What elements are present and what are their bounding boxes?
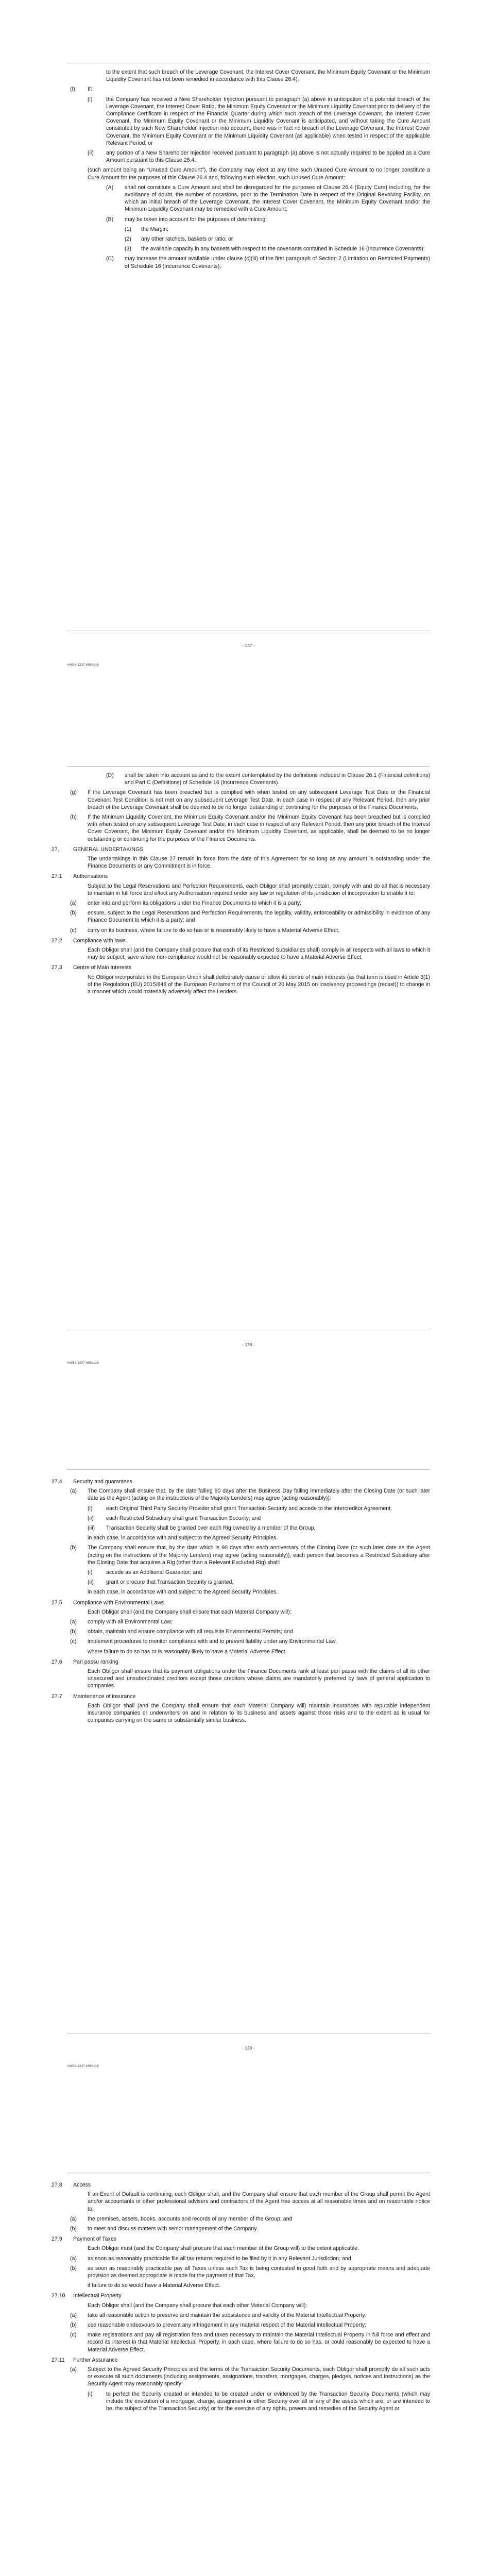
- document-reference: #4854-1237-6969v16: [67, 1361, 99, 1365]
- clause-27-1-c: (c) carry on its business, where failure to do so has or is reasonably likely to have a Material Adverse Effect.: [70, 927, 340, 934]
- clause-27-4-a-ii: (ii) each Restricted Subsidiary shall grant Transaction Security; and: [88, 1515, 261, 1521]
- clause-g: (g) If the Leverage Covenant has been breached but is complied with when tested on any subsequent Leverage Test Date or the Financial Covenant Test Condition is not met on any subsequent Leverage Test Date, in each case in respect of any Relevant Period, then any prior breach of the Leverage Covenant shall be deemed to be no longer outstanding or continuing for the purposes of the Finance Documents.: [70, 789, 430, 810]
- paragraph-27-10: Each Obligor shall (and the Company shall procure that each other Material Company will):: [88, 2302, 307, 2309]
- clause-27-5-a: (a) comply with all Environmental Law;: [70, 1619, 173, 1625]
- page-140: [0, 2110, 497, 2576]
- clause-27-4-a-iii: (iii) Transaction Security shall be granted over each Rig owned by a member of the Group,: [88, 1525, 316, 1532]
- clause-27-5-c: (c) implement procedures to monitor compliance with and to prevent liability under any Environmental Law,: [70, 1638, 337, 1645]
- document-reference: #4854-1237-6969v16: [67, 663, 99, 667]
- page-137-content: [70, 69, 430, 273]
- page-139: [0, 1406, 497, 2110]
- heading-27-8: 27.8 Access: [52, 2182, 91, 2188]
- clause-27-4-b-i: (i) accede as an Additional Guarantor; and: [88, 1569, 202, 1576]
- heading-27-3: 27.3 Centre of Main Interests: [52, 964, 132, 971]
- heading-27-2: 27.2 Compliance with laws: [52, 937, 126, 944]
- clause-B-2: (2) any other ratchets, baskets or ratio; or: [125, 236, 233, 243]
- clause-f-ii: (ii) any portion of a New Shareholder Injection received pursuant to paragraph (a) above is not actually required to be applied as a Cure Amount pursuant to this Clause 26.4,: [88, 150, 430, 164]
- clause-A: (A) shall not constitute a Cure Amount and shall be disregarded for the purposes of Clause 26.4 (Equity Cure) including, for the avoidance of doubt, the number of occasions, prior to the Termination Date in respect of the Original Revolving Facility, on which an initial breach of the Leverage Covenant, the Interest Cover Covenant, the Minimum Equity Covenant and/or the Minimum Liquidity Covenant may be remedied with a Cure Amount;: [106, 184, 430, 213]
- paragraph-27-1: Subject to the Legal Reservations and Perfection Requirements, each Obligor shall promptly obtain, comply with and do all that is necessary to maintain in full force and effect any Authorisation required under any law or regulation of its jurisdiction of incorporation to enable it to:: [88, 883, 430, 896]
- heading-27-7: 27.7 Maintenance of insurance: [52, 1693, 136, 1700]
- heading-27-9: 27.9 Payment of Taxes: [52, 2236, 117, 2243]
- clause-D: (D) shall be taken into account as and to the extent contemplated by the definitions included in Clause 26.1 (Financial definitions) and Part C (Definitions) of Schedule 16 (Incurrence Covenants).: [106, 772, 430, 786]
- clause-27-11-a-i: (i) to perfect the Security created or intended to be created under or evidenced by the Transaction Security Documents (which may include the execution of a mortgage, charge, assignment or other Security over all or any of the assets which are, or are intended to be, the subject of the Transaction Security) or for the exercise of any rights, powers and remedies of the Security Agent or: [88, 2391, 430, 2412]
- clause-f: (f) If:: [70, 86, 92, 93]
- header-rule: [67, 1469, 430, 1470]
- heading-27-5: 27.5 Compliance with Environmental Laws: [52, 1599, 164, 1606]
- page-140-content: [52, 2178, 430, 2415]
- clause-27-10-a: (a) take all reasonable action to preserve and maintain the subsistence and validity of the Material Intellectual Property;: [70, 2312, 367, 2318]
- paragraph-27: The undertakings in this Clause 27 remain in force from the date of this Agreement for so long as any amount is outstanding under the Finance Documents or any Commitment is in force.: [88, 856, 430, 870]
- page-138-content: [52, 772, 430, 998]
- clause-27-8-a: (a) the premises, assets, books, accounts and records of any member of the Group; and: [70, 2215, 293, 2222]
- clause-B-3: (3) the available capacity in any baskets with respect to the covenants contained in Schedule 16 (Incurrence Covenants);: [125, 246, 425, 252]
- heading-27-4: 27.4 Security and guarantees: [52, 1479, 132, 1485]
- heading-27-11: 27.11 Further Assurance: [52, 2357, 118, 2363]
- heading-27-6: 27.6 Pari passu ranking: [52, 1658, 118, 1665]
- page-number: - 139 -: [242, 2045, 255, 2050]
- clause-27-10-b: (b) use reasonable endeavours to prevent any infringement in any material respect of the Material Intellectual Property;: [70, 2322, 367, 2329]
- clause-B-1: (1) the Margin;: [125, 226, 168, 232]
- clause-B: (B) may be taken into account for the purposes of determining:: [106, 216, 267, 223]
- clause-27-9-tail: if failure to do so would have a Material Adverse Effect.: [88, 2282, 220, 2289]
- page-number: - 137 -: [242, 643, 255, 648]
- header-rule: [67, 766, 430, 767]
- paragraph-27-6: Each Obligor shall ensure that its payment obligations under the Finance Documents rank at least pari passu with the claims of all its other unsecured and unsubordinated creditors except those creditors whose claims are mandatorily preferred by laws of general application to companies.: [88, 1668, 430, 1689]
- clause-27-4-b-tail: in each case, in accordance with and subject to the Agreed Security Principles.: [88, 1589, 278, 1596]
- page-137: [0, 0, 497, 703]
- page-138: [0, 703, 497, 1406]
- heading-27-10: 27.10 Intellectual Property: [52, 2293, 122, 2299]
- heading-27: 27. GENERAL UNDERTAKINGS: [52, 846, 144, 853]
- page-number: - 138 -: [242, 1342, 255, 1347]
- paragraph-27-3: No Obligor incorporated in the European Union shall deliberately cause or allow its centre of main interests (as that term is used in Article 3(1) of the Regulation (EU) 2015/848 of the European Parliament of the Council of 20 May 2015 on insolvency proceedings (recast)) to change in a manner which would materially adversely affect the Lenders.: [88, 974, 430, 995]
- clause-27-10-c: (c) make registrations and pay all registration fees and taxes necessary to maintain the Material Intellectual Property in full force and effect and record its interest in that Material Intellectual Property, in each case, where failure to do so has, or could reasonably be expected to have a Material Adverse Effect.: [70, 2332, 430, 2353]
- page-139-content: [52, 1475, 430, 1726]
- clause-27-4-a-tail: in each case, in accordance with and subject to the Agreed Security Principles.: [88, 1535, 278, 1541]
- paragraph-27-7: Each Obligor shall (and the Company shall ensure that each Material Company will) maintain insurances with reputable independent insurance companies or underwriters on and in relation to its business and assets against those risks and to the extent as is usual for companies carrying on the same or substantially similar business.: [88, 1702, 430, 1724]
- clause-C: (C) may increase the amount available under clause (c)(iii) of the first paragraph of Section 2 (Limitation on Restricted Payments) of Schedule 16 (Incurrence Covenants);: [106, 256, 430, 269]
- heading-27-1: 27.1 Authorisations: [52, 873, 108, 880]
- clause-27-11-a: (a) Subject to the Agreed Security Principles and the terms of the Transaction Security Documents, each Obligor shall promptly do all such acts or execute all such documents (including assignments, assignations, transfers, mortgages, charges, pledges, notices and instructions) as the Security Agent may reasonably specify:: [70, 2366, 430, 2387]
- clause-27-4-a: (a) The Company shall ensure that, by the date falling 60 days after the Business Day falling immediately after the Closing Date (or such later date as the Agent (acting on the instructions of the Majority Lenders) may agree (acting reasonably)):: [70, 1488, 430, 1502]
- clause-f-i: (i) the Company has received a New Shareholder Injection pursuant to paragraph (a) above in anticipation of a potential breach of the Leverage Covenant, the Interest Cover Ratio, the Minimum Equity Covenant or the Minimum Liquidity Covenant prior to delivery of the Compliance Certificate in respect of the Financial Quarter during which such breach of the Leverage Covenant, the Interest Cover Covenant, the Minimum Equity Covenant or the Minimum Liquidity Covenant is anticipated, and without taking the Cure Amount constituted by such New Shareholder Injection into account, there was in fact no breach of the Leverage Covenant, the Interest Cover Covenant, the Minimum Equity Covenant or the Minimum Liquidity Covenant (as applicable) when tested in respect of the applicable Relevant Period; or: [88, 96, 430, 146]
- paragraph-27-8: If an Event of Default is continuing, each Obligor shall, and the Company shall ensure that each member of the Group shall permit the Agent and/or accountants or other professional advisers and contractors of the Agent free access at all reasonable times and on reasonable notice to:: [88, 2191, 430, 2212]
- clause-27-5-b: (b) obtain, maintain and ensure compliance with all requisite Environmental Permits; and: [70, 1629, 293, 1635]
- clause-27-8-b: (b) to meet and discuss matters with senior management of the Company.: [70, 2226, 258, 2232]
- paragraph-27-5: Each Obligor shall (and the Company shall ensure that each Material Company will):: [88, 1608, 292, 1615]
- paragraph-27-2: Each Obligor shall (and the Company shall procure that each of its Restricted Subsidiaries shall) comply in all respects with all laws to which it may be subject, save where non-compliance would not be reasonably expected to have a Material Adverse Effect.: [88, 947, 430, 961]
- clause-27-9-b: (b) as soon as reasonably practicable pay all Taxes unless such Tax is being contested in good faith and by appropriate means and adequate provision as deemed appropriate is made for the payment of that Tax,: [70, 2265, 430, 2279]
- clause-27-1-a: (a) enter into and perform its obligations under the Finance Documents to which it is a party;: [70, 900, 302, 907]
- paragraph-27-9: Each Obligor must (and the Company shall procure that each member of the Group will) to the extent applicable:: [88, 2245, 359, 2252]
- clause-h: (h) If the Minimum Liquidity Covenant, the Minimum Equity Covenant and/or the Minimum Equity Covenant has been breached but is complied with when tested on any subsequent Leverage Test Date, in each case in respect of any Relevant Period, then any prior breach of the Interest Cover Covenant, the Minimum Equity Covenant and/or the Minimum Liquidity Covenant, as applicable, shall be deemed to be no longer outstanding or continuing for the purposes of the Finance Documents.: [70, 814, 430, 842]
- clause-27-9-a: (a) as soon as reasonably practicable file all tax returns required to be filed by it in any Relevant Jurisdiction; and: [70, 2255, 351, 2262]
- continuation-paragraph: to the extent that such breach of the Leverage Covenant, the Interest Cover Covenant, the Minimum Equity Covenant or the Minimum Liquidity Covenant has not been remedied in accordance with this Clause 26.4).: [106, 69, 430, 83]
- clause-27-4-b: (b) The Company shall ensure that, by the date which is 90 days after each anniversary of the Closing Date (or such later date as the Agent (acting on the instructions of the Majority Lenders) may agree (acting reasonably)), each person that becomes a Restricted Subsidiary after the Closing Date that acquires a Rig (other than a Relevant Excluded Rig) shall:: [70, 1545, 430, 1566]
- unused-cure-amount-paragraph: (such amount being an “Unused Cure Amount”), the Company may elect at any time such Unused Cure Amount to no longer constitute a Cure Amount for the purposes of this Clause 26.4 and, following such election, such Unused Cure Amount:: [88, 167, 430, 181]
- clause-27-1-b: (b) ensure, subject to the Legal Reservations and Perfection Requirements, the legality, validity, enforceability or admissibility in evidence of any Finance Document to which it is a party; and: [70, 910, 430, 924]
- clause-27-5-tail: where failure to do so has or is reasonably likely to have a Material Adverse Effect.: [88, 1648, 287, 1655]
- clause-27-4-a-i: (i) each Original Third Party Security Provider shall grant Transaction Security and accede to the Intercreditor Agreement;: [88, 1505, 392, 1512]
- document-reference: #4854-1237-6969v16: [67, 2064, 99, 2068]
- clause-27-4-b-ii: (ii) grant or procure that Transaction Security is granted,: [88, 1579, 234, 1586]
